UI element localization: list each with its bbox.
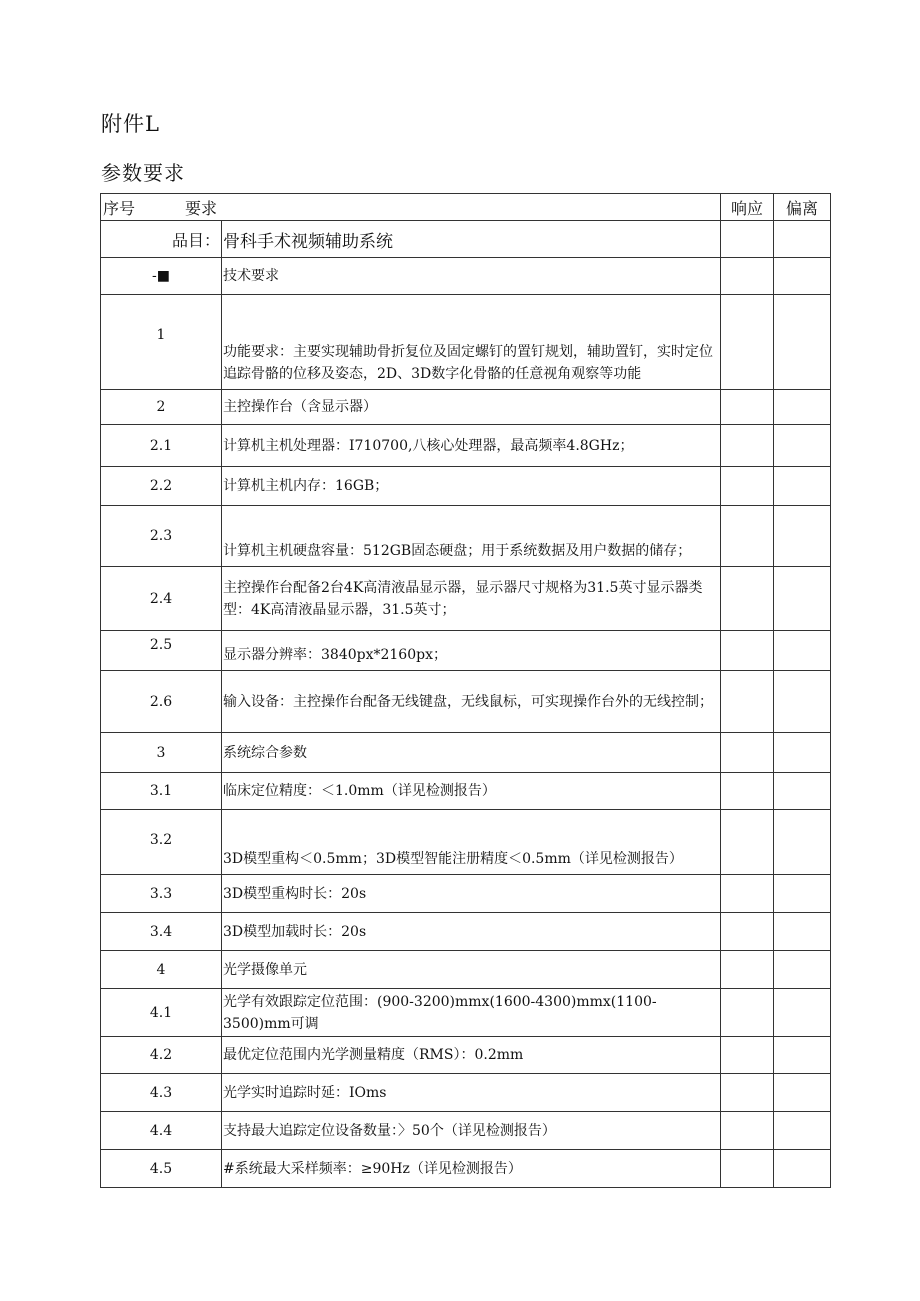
table-row — [101, 913, 831, 951]
row-requirement: 3D模型加载时长：20s — [222, 913, 721, 951]
deviation-cell — [774, 221, 831, 258]
deviation-cell — [774, 671, 831, 733]
row-requirement: 功能要求：主要实现辅助骨折复位及固定螺钉的置钉规划，辅助置钉，实时定位追踪骨骼的位移及姿态，2D、3D数字化骨骼的任意视角观察等功能 — [222, 295, 721, 390]
row-number: 4 — [101, 951, 222, 989]
table-row — [101, 951, 831, 989]
row-requirement: 主控操作台（含显示器） — [222, 390, 721, 425]
response-cell — [721, 631, 774, 671]
row-number: 4.3 — [101, 1074, 222, 1112]
row-requirement: 技术要求 — [222, 258, 721, 295]
deviation-cell — [774, 875, 831, 913]
deviation-cell — [774, 773, 831, 810]
row-number: 2.2 — [101, 467, 222, 506]
product-value: 骨科手术视频辅助系统 — [222, 221, 721, 258]
table-row — [101, 989, 831, 1037]
deviation-cell — [774, 1037, 831, 1074]
response-cell — [721, 1037, 774, 1074]
row-number: 4.5 — [101, 1150, 222, 1188]
table-row — [101, 1074, 831, 1112]
response-cell — [721, 875, 774, 913]
deviation-cell — [774, 506, 831, 567]
deviation-cell — [774, 733, 831, 773]
table-row — [101, 733, 831, 773]
response-cell — [721, 221, 774, 258]
row-requirement: 3D模型重构时长：20s — [222, 875, 721, 913]
table-row — [101, 295, 831, 390]
row-number: 2.3 — [101, 506, 222, 567]
row-requirement: 光学实时追踪时延：IOms — [222, 1074, 721, 1112]
response-cell — [721, 1112, 774, 1150]
product-label: 品目： — [101, 221, 222, 258]
response-cell — [721, 773, 774, 810]
response-cell — [721, 989, 774, 1037]
row-requirement: 输入设备：主控操作台配备无线键盘，无线鼠标，可实现操作台外的无线控制； — [222, 671, 721, 733]
section-title: 参数要求 — [101, 161, 185, 185]
response-cell — [721, 913, 774, 951]
row-requirement: 最优定位范围内光学测量精度（RMS）：0.2mm — [222, 1037, 721, 1074]
row-requirement: 计算机主机处理器：I710700,八核心处理器，最高频率4.8GHz； — [222, 425, 721, 467]
row-requirement: #系统最大采样频率：≥90Hz（详见检测报告） — [222, 1150, 721, 1188]
deviation-cell — [774, 258, 831, 295]
table-row — [101, 671, 831, 733]
deviation-cell — [774, 1074, 831, 1112]
response-cell — [721, 390, 774, 425]
row-requirement: 3D模型重构＜0.5mm；3D模型智能注册精度＜0.5mm（详见检测报告） — [222, 810, 721, 875]
response-cell — [721, 258, 774, 295]
row-number: 4.1 — [101, 989, 222, 1037]
response-cell — [721, 467, 774, 506]
attachment-label: 附件L — [101, 112, 160, 136]
response-cell — [721, 567, 774, 631]
deviation-cell — [774, 567, 831, 631]
deviation-cell — [774, 295, 831, 390]
table-row — [101, 467, 831, 506]
row-requirement: 光学摄像单元 — [222, 951, 721, 989]
row-requirement: 光学有效跟踪定位范围：(900-3200)mmx(1600-4300)mmx(1100-3500)mm可调 — [222, 989, 721, 1037]
row-number: 3 — [101, 733, 222, 773]
row-number: 3.1 — [101, 773, 222, 810]
response-cell — [721, 951, 774, 989]
response-cell — [721, 506, 774, 567]
deviation-cell — [774, 631, 831, 671]
deviation-cell — [774, 1112, 831, 1150]
response-cell — [721, 733, 774, 773]
deviation-cell — [774, 467, 831, 506]
row-number: 2.6 — [101, 671, 222, 733]
header-seq: 序号 — [103, 198, 136, 218]
response-cell — [721, 810, 774, 875]
row-number: 2 — [101, 390, 222, 425]
header-deviation: 偏离 — [774, 194, 831, 221]
row-number: 2.1 — [101, 425, 222, 467]
deviation-cell — [774, 989, 831, 1037]
row-number: 3.3 — [101, 875, 222, 913]
table-row — [101, 810, 831, 875]
response-cell — [721, 671, 774, 733]
row-requirement: 系统综合参数 — [222, 733, 721, 773]
row-number: -■ — [101, 258, 222, 295]
response-cell — [721, 295, 774, 390]
header-seq-requirement — [101, 194, 721, 221]
row-requirement: 显示器分辨率：3840px*2160px； — [222, 631, 721, 671]
deviation-cell — [774, 425, 831, 467]
deviation-cell — [774, 951, 831, 989]
row-number: 1 — [101, 295, 222, 390]
row-number: 3.4 — [101, 913, 222, 951]
table-row — [101, 506, 831, 567]
row-number: 2.5 — [101, 631, 222, 671]
table-row — [101, 1037, 831, 1074]
table-header-row — [101, 194, 831, 221]
response-cell — [721, 425, 774, 467]
deviation-cell — [774, 913, 831, 951]
row-requirement: 计算机主机硬盘容量：512GB固态硬盘；用于系统数据及用户数据的储存； — [222, 506, 721, 567]
row-requirement: 临床定位精度：＜1.0mm（详见检测报告） — [222, 773, 721, 810]
row-number: 2.4 — [101, 567, 222, 631]
table-row — [101, 425, 831, 467]
row-number: 4.4 — [101, 1112, 222, 1150]
response-cell — [721, 1074, 774, 1112]
table-row — [101, 390, 831, 425]
table-row — [101, 1150, 831, 1188]
table-row — [101, 258, 831, 295]
row-number: 4.2 — [101, 1037, 222, 1074]
header-requirement: 要求 — [185, 198, 218, 218]
row-number: 3.2 — [101, 810, 222, 875]
table-row — [101, 773, 831, 810]
response-cell — [721, 1150, 774, 1188]
table-row — [101, 567, 831, 631]
table-row — [101, 1112, 831, 1150]
deviation-cell — [774, 1150, 831, 1188]
row-requirement: 支持最大追踪定位设备数量：〉50个（详见检测报告） — [222, 1112, 721, 1150]
deviation-cell — [774, 390, 831, 425]
header-response: 响应 — [721, 194, 774, 221]
product-row — [101, 221, 831, 258]
deviation-cell — [774, 810, 831, 875]
table-row — [101, 631, 831, 671]
row-requirement: 计算机主机内存：16GB； — [222, 467, 721, 506]
row-requirement: 主控操作台配备2台4K高清液晶显示器，显示器尺寸规格为31.5英寸显示器类型：4K高清液晶显示器，31.5英寸； — [222, 567, 721, 631]
table-row — [101, 875, 831, 913]
requirements-table — [100, 193, 831, 1188]
